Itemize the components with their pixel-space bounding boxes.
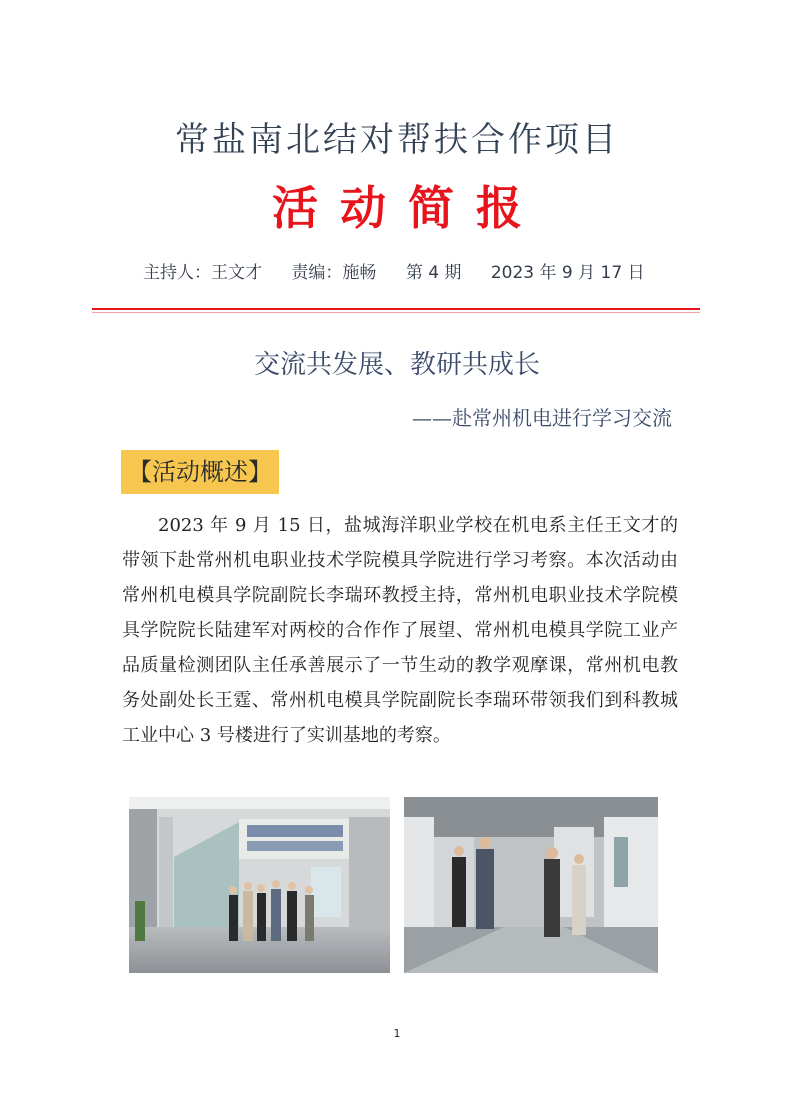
document-title: 常盐南北结对帮扶合作项目 xyxy=(175,120,619,160)
meta-line xyxy=(143,258,645,283)
photo-group-lobby xyxy=(129,797,390,973)
document-subtitle: 活动简报 xyxy=(272,181,544,235)
page-number: 1 xyxy=(393,1027,401,1040)
section-label: 【活动概述】 xyxy=(121,450,279,494)
header-divider xyxy=(92,308,700,310)
article-subtitle: ——赴常州机电进行学习交流 xyxy=(412,406,672,430)
photo-group-lobby-image xyxy=(129,797,390,973)
meta-host: 主持人：王文才 xyxy=(143,263,262,283)
meta-issue: 第 4 期 xyxy=(405,263,462,283)
photo-workshop-tour xyxy=(404,797,658,973)
meta-date: 2023 年 9 月 17 日 xyxy=(490,263,645,283)
meta-editor: 责编：施畅 xyxy=(291,263,377,283)
header-divider-shadow xyxy=(92,312,700,313)
article-paragraph: 2023 年 9 月 15 日，盐城海洋职业学校在机电系主任王文才的带领下赴常州机电职业技术学院模具学院进行学习考察。本次活动由常州机电模具学院副院长李瑞环教授主持，常州机电职业技术学院模具学院院长陆建军对两校的合作作了展望、常州机电模具学院工业产品质量检测团队主任承善展示了一节生动的教学观摩课，常州机电教务处副处长王霆、常州机电模具学院副院长李瑞环带领我们到科教城工业中心 3 号楼进行了实训基地的考察。 xyxy=(122,515,678,746)
photo-workshop-tour-image xyxy=(404,797,658,973)
article-title: 交流共发展、教研共成长 xyxy=(253,350,540,380)
